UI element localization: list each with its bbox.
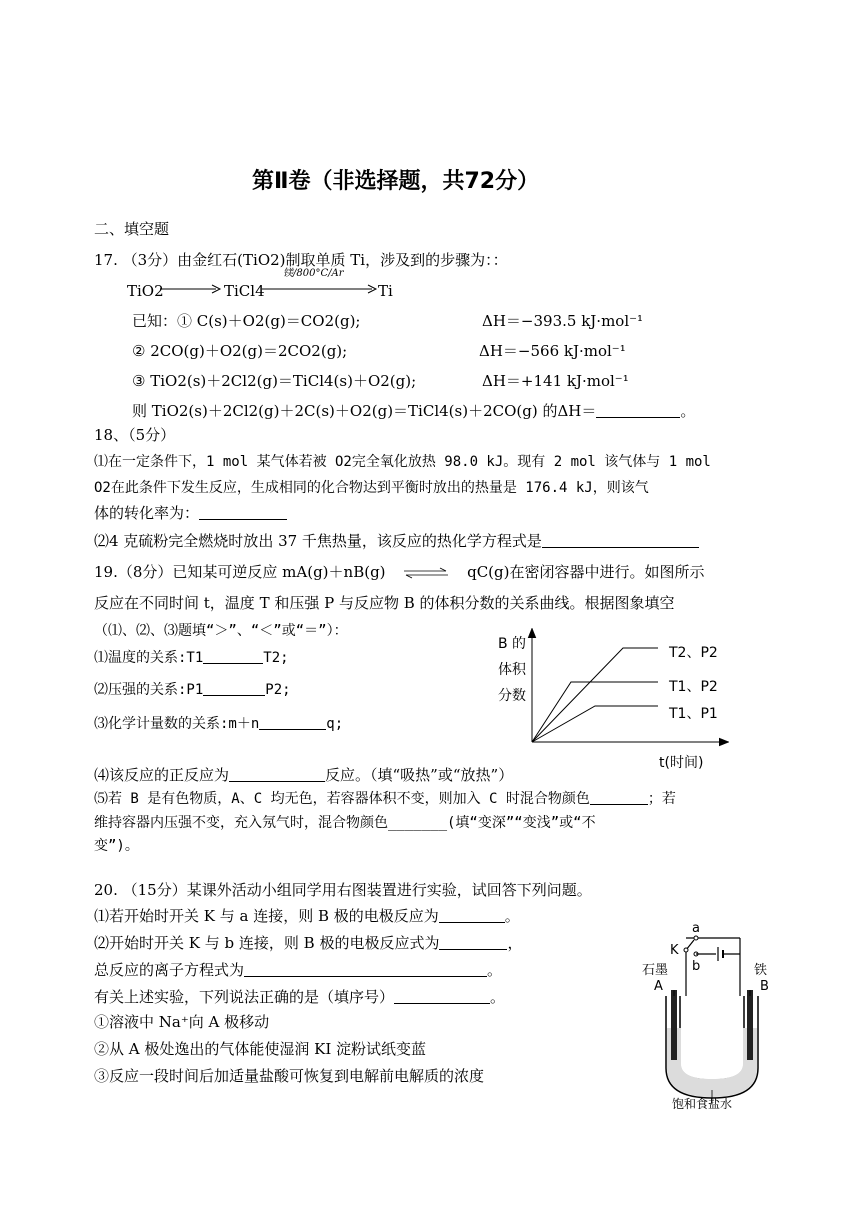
q19-item4-end: 反应。（填“吸热”或“放热”） xyxy=(325,766,514,784)
q19-item2-text: ⑵压强的关系:P1 xyxy=(94,682,204,698)
graph-y-label-1: B 的 xyxy=(498,636,527,652)
graph-y-label-3: 分数 xyxy=(498,688,526,704)
q20-ionic-equation-blank[interactable] xyxy=(244,961,487,977)
q19-item5-text: ⑸若 B 是有色物质，A、C 均无色，若容器体积不变，则加入 C 时混合物颜色 xyxy=(94,791,590,807)
contact-a xyxy=(694,936,698,940)
q19-line1 xyxy=(94,562,704,582)
q20-part2 xyxy=(94,933,522,953)
q20-part4 xyxy=(94,987,505,1007)
q19-reaction-type-blank[interactable] xyxy=(229,766,325,782)
curve-label-t1-p2: T1、P2 xyxy=(669,679,718,695)
q17-arrow-2 xyxy=(262,284,378,294)
section-heading: 二、填空题 xyxy=(94,220,170,238)
q17-equation-2: ② 2CO(g)＋O2(g)＝2CO2(g); xyxy=(132,342,348,360)
q19-temperature-blank[interactable] xyxy=(203,648,263,664)
q19-item5-line1 xyxy=(94,789,676,809)
q20-part4-text: 有关上述实验，下列说法正确的是（填序号） xyxy=(94,988,395,1006)
q20-choice-blank[interactable] xyxy=(394,988,490,1004)
q19-item2 xyxy=(94,680,291,700)
q19-item1-end: T2; xyxy=(263,650,289,666)
label-saturated-brine: 饱和食盐水 xyxy=(672,1097,733,1110)
graph-y-label-2: 体积 xyxy=(498,662,526,678)
q20-part1 xyxy=(94,906,520,926)
q19-item3-text: ⑶化学计量数的关系:m＋n xyxy=(94,716,260,732)
q20-part1-end: 。 xyxy=(504,907,520,925)
q17-arrow-label: 镁/800°C/Ar xyxy=(283,268,344,279)
q17-answer-blank[interactable] xyxy=(596,402,680,418)
q19-item3-end: q; xyxy=(326,716,344,732)
q19-line2: 反应在不同时间 t，温度 T 和压强 P 与反应物 B 的体积分数的关系曲线。根据图象填空 xyxy=(94,594,675,612)
switch-pivot xyxy=(684,948,688,952)
q19-item5-end: ；若 xyxy=(647,791,676,807)
q20-part4-end: 。 xyxy=(490,988,506,1006)
q19-line3: （⑴、⑵、⑶题填“＞”、“＜”或“＝”）： xyxy=(94,623,348,639)
curve-t1-p1 xyxy=(532,706,658,742)
curve-label-t2-p2: T2、P2 xyxy=(669,645,718,661)
q17-species-ticl4: TiCl4 xyxy=(224,282,265,300)
q19-reactants: 19.（8分）已知某可逆反应 mA(g)＋nB(g) xyxy=(94,563,386,581)
curve-t1-p2 xyxy=(532,682,658,742)
curve-label-t1-p1: T1、P1 xyxy=(669,706,718,722)
label-k: K xyxy=(670,943,679,958)
label-a: a xyxy=(692,921,700,936)
graph-y-arrow xyxy=(528,628,536,638)
page-title: 第Ⅱ卷（非选择题，共72分） xyxy=(252,169,540,194)
q18-part2 xyxy=(94,531,699,551)
q20-option-2: ②从 A 极处逸出的气体能使湿润 KI 淀粉试纸变蓝 xyxy=(94,1040,427,1058)
q17-arrow-1 xyxy=(160,284,222,294)
label-iron: 铁 xyxy=(754,963,768,978)
q19-item1 xyxy=(94,648,289,668)
q17-question xyxy=(132,401,695,421)
q20-part3-end: 。 xyxy=(487,961,503,979)
q20-option-3: ③反应一段时间后加适量盐酸可恢复到电解前电解质的浓度 xyxy=(94,1067,485,1085)
q19-item1-text: ⑴温度的关系:T1 xyxy=(94,650,204,666)
q17-question-end: 。 xyxy=(680,402,696,420)
q19-product: qC(g)在密闭容器中进行。如图所示 xyxy=(467,563,705,581)
q19-color-blank[interactable] xyxy=(590,789,648,805)
q19-graph xyxy=(495,626,730,776)
q17-species-tio2: TiO2 xyxy=(127,282,164,300)
q18-part1-line3 xyxy=(94,503,287,523)
curve-t2-p2 xyxy=(532,648,658,742)
q20-heading: 20. （15分）某课外活动小组同学用右图装置进行实验，试回答下列问题。 xyxy=(94,881,592,899)
q20-option-1: ①溶液中 Na⁺向 A 极移动 xyxy=(94,1013,270,1031)
q19-coefficient-blank[interactable] xyxy=(259,714,326,730)
graph-x-arrow xyxy=(719,738,729,746)
q17-question-text: 则 TiO2(s)＋2Cl2(g)＋2C(s)＋O2(g)＝TiCl4(s)＋2CO(g) 的ΔH＝ xyxy=(132,402,597,420)
q19-item4 xyxy=(94,765,513,785)
q18-heading: 18、（5分） xyxy=(94,426,176,444)
q20-part3-text: 总反应的离子方程式为 xyxy=(94,961,245,979)
q20-part2-end: ， xyxy=(507,934,523,952)
q18-part1-line1: ⑴在一定条件下，1 mol 某气体若被 O2完全氧化放热 98.0 kJ。现有 2 mol 该气体与 1 mol xyxy=(94,454,711,470)
q17-enthalpy-2: ΔH＝−566 kJ·mol⁻¹ xyxy=(479,342,626,360)
q17-heading: 17. （3分）由金红石(TiO2)制取单质 Ti，涉及到的步骤为：： xyxy=(94,251,508,269)
q18-part1-text: 体的转化率为： xyxy=(94,504,200,522)
q18-equation-blank[interactable] xyxy=(542,532,699,548)
u-tube-inner xyxy=(680,996,744,1080)
electrolysis-apparatus xyxy=(632,918,784,1110)
q19-pressure-blank[interactable] xyxy=(203,680,265,696)
q20-electrode-b-blank[interactable] xyxy=(439,934,507,950)
label-graphite: 石墨 xyxy=(642,963,669,978)
q19-item5-line2: 维持容器内压强不变，充入氖气时，混合物颜色_______(填“变深”“变浅”或“不 xyxy=(94,815,596,831)
q19-item4-text: ⑷该反应的正反应为 xyxy=(94,766,230,784)
electrode-a-graphite xyxy=(671,990,677,1060)
q19-item5-line3: 变”)。 xyxy=(94,838,139,854)
q18-part1-line2: O2在此条件下发生反应，生成相同的化合物达到平衡时放出的热量是 176.4 kJ，则该气 xyxy=(94,480,649,496)
q18-part2-text: ⑵4 克硫粉完全燃烧时放出 37 千焦热量，该反应的热化学方程式是 xyxy=(94,532,542,550)
reversible-arrow-icon xyxy=(402,567,450,579)
q17-enthalpy-3: ΔH＝+141 kJ·mol⁻¹ xyxy=(482,372,629,390)
q17-enthalpy-1: ΔH＝−393.5 kJ·mol⁻¹ xyxy=(482,312,644,330)
q17-equation-1: 已知：① C(s)＋O2(g)＝CO2(g); xyxy=(132,312,361,330)
q20-part2-text: ⑵开始时开关 K 与 b 连接，则 B 极的电极反应式为 xyxy=(94,934,440,952)
u-tube-solution xyxy=(667,1028,757,1097)
label-electrode-a: A xyxy=(654,979,663,994)
q19-item2-end: P2; xyxy=(265,682,291,698)
graph-x-label: t(时间) xyxy=(659,755,704,771)
label-electrode-b: B xyxy=(760,979,769,994)
q19-item3 xyxy=(94,714,343,734)
electrode-b-iron xyxy=(747,990,753,1060)
q20-part3 xyxy=(94,960,502,980)
q18-conversion-blank[interactable] xyxy=(199,504,287,520)
q20-electrode-a-blank[interactable] xyxy=(439,907,505,923)
q17-equation-3: ③ TiO2(s)＋2Cl2(g)＝TiCl4(s)＋O2(g); xyxy=(132,372,417,390)
q17-species-ti: Ti xyxy=(378,282,393,300)
label-b: b xyxy=(692,959,701,974)
q20-part1-text: ⑴若开始时开关 K 与 a 连接，则 B 极的电极反应为 xyxy=(94,907,439,925)
